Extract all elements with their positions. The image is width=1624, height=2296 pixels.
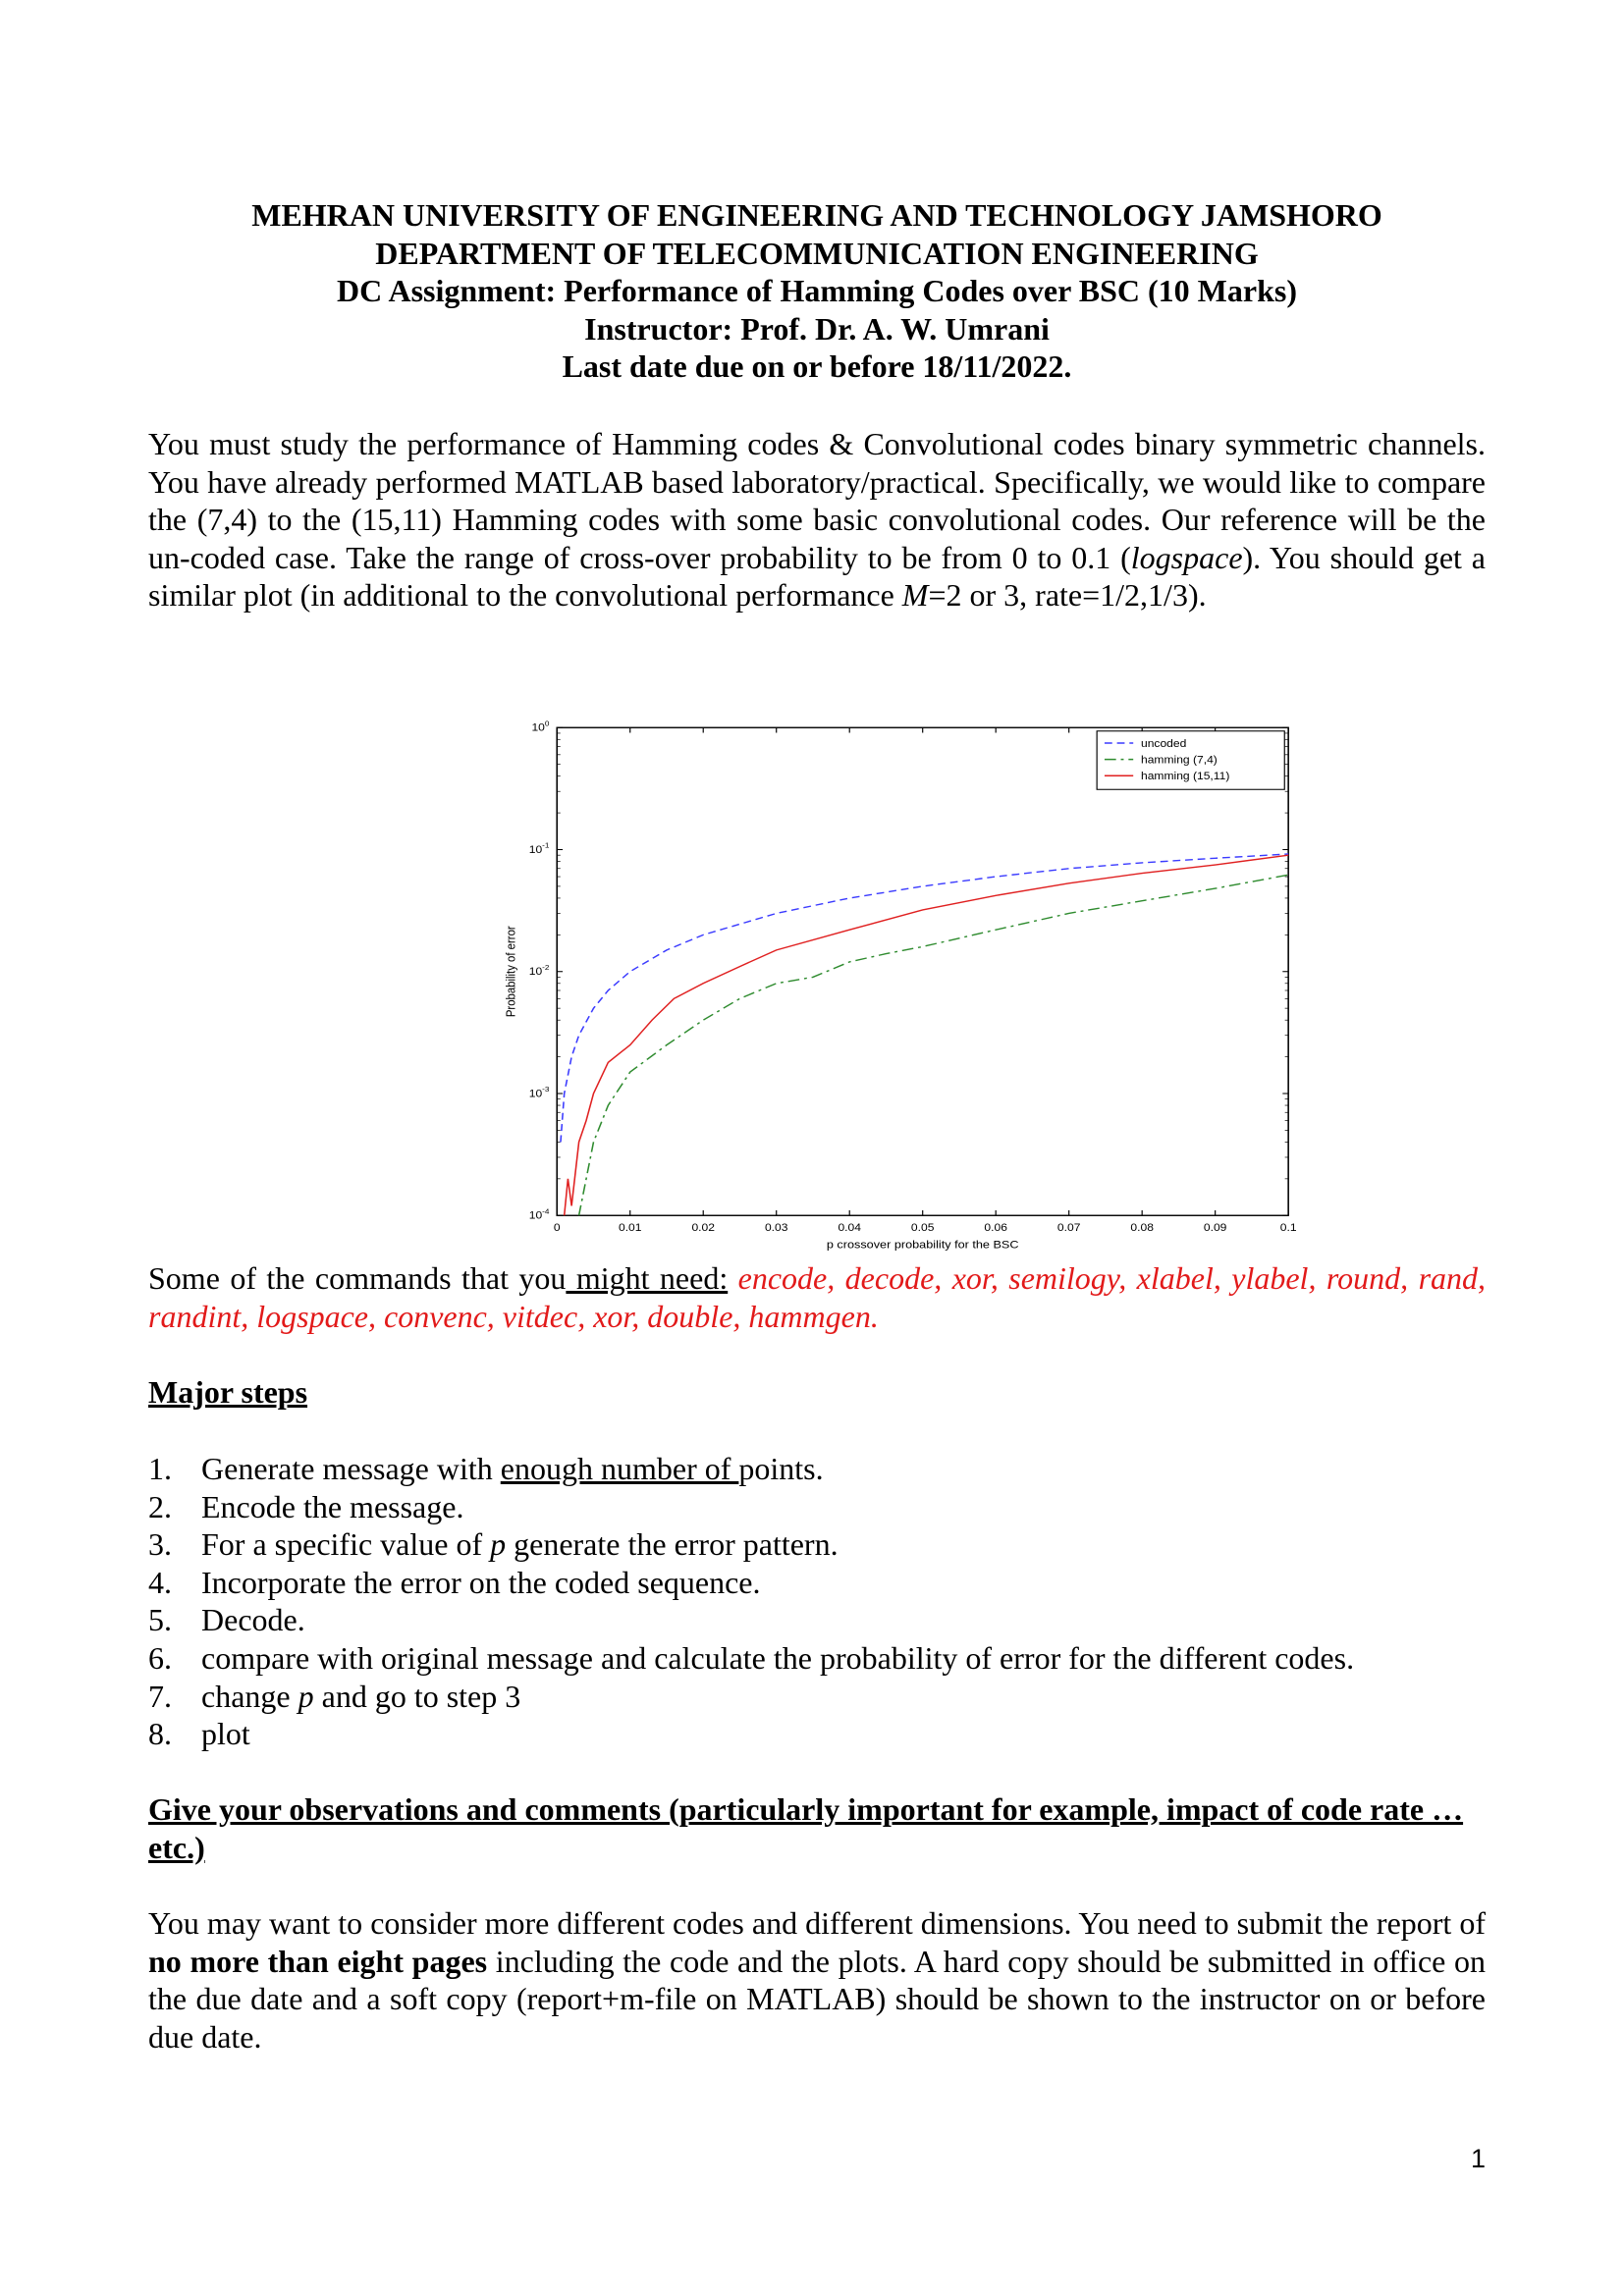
series-line-2	[565, 855, 1288, 1215]
y-tick-label: $10^{-1}$	[528, 841, 550, 856]
x-tick-label: 0.04	[838, 1222, 861, 1234]
x-tick-label: 0.01	[618, 1222, 642, 1234]
page-number: 1	[1471, 2144, 1487, 2173]
step-item: 1. Generate message with enough number of points.	[148, 1451, 824, 1486]
legend-entry: uncoded	[1141, 738, 1187, 750]
step-item: 2. Encode the message.	[148, 1488, 464, 1524]
y-tick-label: $10^{-3}$	[528, 1085, 550, 1100]
step-number: 8.	[148, 1716, 172, 1752]
y-tick-label: $10^{-2}$	[528, 963, 550, 979]
intro-paragraph: You must study the performance of Hamming codes & Convolutional codes binary symmetric channels. You have already performed MATLAB based laboratory/practical. Specifically, we would like to compare the (7,4) to the (15,11) Hamming codes with some basic convolutional codes. Our reference will be the un-coded case. Take the range of cross-over probability to be from 0 to 0.1 (logspace). You should get a similar plot (in additional to the convolutional performance M=2 or 3, rate=1/2,1/3).	[148, 426, 1486, 614]
x-tick-label: 0.03	[764, 1222, 788, 1234]
step-item: 5. Decode.	[148, 1602, 305, 1638]
step-number: 4.	[148, 1564, 172, 1600]
error-probability-chart	[490, 702, 1297, 1252]
plot-frame	[557, 727, 1288, 1215]
steps-list	[148, 1450, 1486, 1753]
y-tick-label: $10^0$	[531, 719, 550, 734]
step-item: 8. plot	[148, 1716, 250, 1752]
assignment-title: DC Assignment: Performance of Hamming Codes over BSC (10 Marks)	[337, 273, 1297, 309]
submission-paragraph: You may want to consider more different codes and different dimensions. You need to submit the report of no more than eight pages including the code and the plots. A hard copy should be submitted in office on the due date and a soft copy (report+m-file on MATLAB) should be shown to the instructor on or before due date.	[148, 1905, 1487, 2055]
step-number: 7.	[148, 1678, 172, 1714]
x-tick-label: 0.1	[1279, 1222, 1297, 1234]
step-number: 5.	[148, 1602, 172, 1638]
series-line-0	[561, 854, 1288, 1142]
major-steps-heading: Major steps	[148, 1374, 308, 1410]
x-tick-label: 0.07	[1056, 1222, 1081, 1234]
legend-entry: hamming (7,4)	[1141, 754, 1218, 767]
step-item: 6. compare with original message and calculate the probability of error for the different codes.	[148, 1639, 1355, 1676]
step-number: 3.	[148, 1526, 172, 1563]
step-item: 4. Incorporate the error on the coded sequence.	[148, 1564, 761, 1600]
instructor-line: Instructor: Prof. Dr. A. W. Umrani	[584, 310, 1050, 347]
document-header	[148, 196, 1486, 386]
x-tick-label: 0.06	[984, 1222, 1007, 1234]
commands-paragraph: Some of the commands that you might need: encode, decode, xor, semilogy, xlabel, ylabel, round, rand, randint, logspace, convenc, vitdec, xor, double, hammgen.	[148, 1260, 1487, 1334]
x-axis-label: p crossover probability for the BSC	[826, 1238, 1019, 1252]
x-tick-label: 0.05	[910, 1222, 935, 1234]
step-item: 3. For a specific value of p generate the error pattern.	[148, 1526, 839, 1563]
series-line-1	[579, 875, 1289, 1215]
step-number: 1.	[148, 1451, 172, 1486]
due-date-line: Last date due on or before 18/11/2022.	[562, 348, 1072, 385]
step-item: 7. change p and go to step 3	[148, 1678, 521, 1714]
x-tick-label: 0.08	[1130, 1222, 1154, 1234]
step-number: 6.	[148, 1639, 172, 1676]
x-tick-label: 0.09	[1203, 1222, 1227, 1234]
observations-heading: Give your observations and comments (particularly important for example, impact of code rate …etc.)	[148, 1791, 1464, 1865]
y-tick-label: $10^{-4}$	[528, 1206, 550, 1222]
university-title: MEHRAN UNIVERSITY OF ENGINEERING AND TECHNOLOGY JAMSHORO	[251, 197, 1382, 233]
x-tick-label: 0.02	[691, 1222, 715, 1234]
legend-entry: hamming (15,11)	[1141, 771, 1230, 782]
commands-list: encode, decode, xor, semilogy, xlabel, ylabel, round, rand, randint, logspace, convenc, vitdec, xor, double, hammgen.	[148, 1260, 1487, 1334]
x-tick-label: 0	[553, 1222, 561, 1234]
y-axis-label: Probability of error	[503, 926, 518, 1018]
step-number: 2.	[148, 1488, 172, 1524]
department-title: DEPARTMENT OF TELECOMMUNICATION ENGINEERING	[375, 235, 1259, 271]
